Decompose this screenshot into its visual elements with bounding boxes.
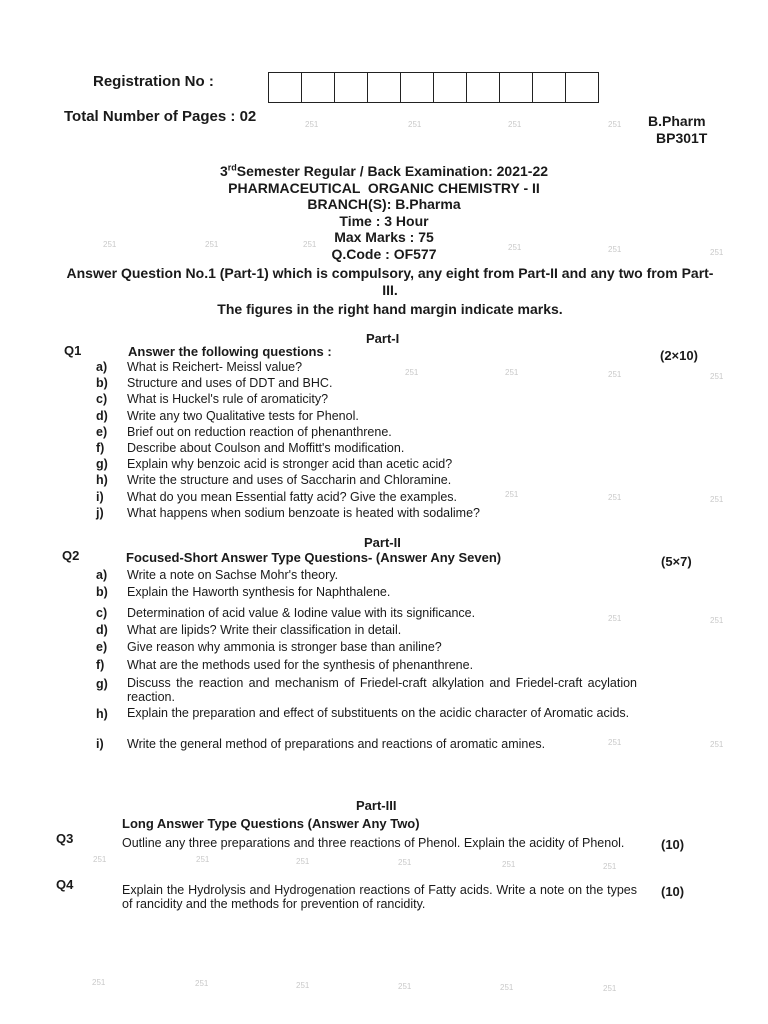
item-label: a) bbox=[96, 568, 108, 582]
watermark-stamp: 251 bbox=[408, 120, 422, 129]
item-text: Explain the Haworth synthesis for Naphthalene. bbox=[127, 585, 391, 599]
item-text: Give reason why ammonia is stronger base than aniline? bbox=[127, 640, 442, 654]
watermark-stamp: 251 bbox=[195, 979, 209, 988]
max-marks: Max Marks : 75 bbox=[334, 229, 434, 245]
item-label: h) bbox=[96, 707, 108, 721]
item-text: What happens when sodium benzoate is heated with sodalime? bbox=[127, 505, 480, 520]
item-text: Explain the preparation and effect of substituents on the acidic character of Aromatic acids. bbox=[127, 706, 630, 720]
item-label: a) bbox=[96, 360, 108, 374]
semester-text: Semester Regular / Back Examination: 2021-22 bbox=[236, 163, 549, 179]
registration-box bbox=[334, 72, 368, 103]
registration-box bbox=[565, 72, 599, 103]
item-label: e) bbox=[96, 640, 108, 654]
registration-box bbox=[268, 72, 302, 103]
total-pages: Total Number of Pages : 02 bbox=[64, 108, 257, 125]
watermark-stamp: 251 bbox=[103, 240, 117, 249]
item-label: i) bbox=[96, 489, 104, 504]
registration-box bbox=[301, 72, 335, 103]
q1-heading: Answer the following questions : bbox=[128, 344, 332, 359]
watermark-stamp: 251 bbox=[398, 982, 412, 991]
watermark-stamp: 251 bbox=[710, 372, 724, 381]
watermark-stamp: 251 bbox=[296, 981, 310, 990]
watermark-stamp: 251 bbox=[405, 368, 419, 377]
question-code: Q.Code : OF577 bbox=[331, 245, 437, 262]
item-label: d) bbox=[96, 623, 108, 637]
exam-time: Time : 3 Hour bbox=[339, 212, 429, 229]
item-text: What is Reichert- Meissl value? bbox=[127, 360, 303, 374]
item-label: h) bbox=[96, 473, 108, 488]
watermark-stamp: 251 bbox=[502, 860, 516, 869]
registration-label: Registration No : bbox=[93, 73, 214, 90]
q2-marks: (5×7) bbox=[661, 554, 692, 569]
watermark-stamp: 251 bbox=[608, 120, 622, 129]
item-text: What are the methods used for the synthesis of phenanthrene. bbox=[127, 658, 474, 672]
registration-box bbox=[532, 72, 566, 103]
item-label: b) bbox=[96, 585, 108, 599]
item-text: Structure and uses of DDT and BHC. bbox=[127, 376, 333, 391]
semester-number: 3 bbox=[219, 163, 228, 179]
item-label: c) bbox=[96, 392, 108, 407]
registration-box bbox=[433, 72, 467, 103]
item-text: Determination of acid value & Iodine value with its significance. bbox=[127, 606, 476, 620]
watermark-stamp: 251 bbox=[296, 857, 310, 866]
item-text: Explain why benzoic acid is stronger acid than acetic acid? bbox=[127, 457, 453, 472]
watermark-stamp: 251 bbox=[710, 616, 724, 625]
watermark-stamp: 251 bbox=[305, 120, 319, 129]
q3-text: Outline any three preparations and three reactions of Phenol. Explain the acidity of Phenol. bbox=[122, 836, 625, 850]
watermark-stamp: 251 bbox=[508, 243, 522, 252]
question-number-q4: Q4 bbox=[56, 877, 74, 892]
question-number-q1: Q1 bbox=[64, 343, 82, 358]
item-text: Discuss the reaction and mechanism of Friedel-craft alkylation and Friedel-craft acylation reaction. bbox=[127, 676, 637, 704]
item-label: c) bbox=[96, 606, 108, 620]
q3-marks: (10) bbox=[661, 837, 685, 852]
q1-marks: (2×10) bbox=[660, 348, 698, 363]
q2-heading: Focused-Short Answer Type Questions- (Answer Any Seven) bbox=[126, 550, 502, 565]
item-label: b) bbox=[96, 376, 108, 391]
watermark-stamp: 251 bbox=[603, 984, 617, 993]
watermark-stamp: 251 bbox=[205, 240, 219, 249]
watermark-stamp: 251 bbox=[505, 368, 519, 377]
item-label: d) bbox=[96, 408, 108, 423]
watermark-stamp: 251 bbox=[710, 248, 724, 257]
watermark-stamp: 251 bbox=[603, 862, 617, 871]
item-label: e) bbox=[96, 424, 108, 439]
item-text: Write the general method of preparations and reactions of aromatic amines. bbox=[127, 737, 546, 751]
watermark-stamp: 251 bbox=[710, 740, 724, 749]
q4-text: Explain the Hydrolysis and Hydrogenation reactions of Fatty acids. Write a note on the types of rancidity and the methods for prevention of rancidity. bbox=[122, 883, 637, 911]
watermark-stamp: 251 bbox=[508, 120, 522, 129]
item-label: f) bbox=[96, 658, 105, 672]
watermark-stamp: 251 bbox=[500, 983, 514, 992]
watermark-stamp: 251 bbox=[398, 858, 412, 867]
watermark-stamp: 251 bbox=[608, 614, 622, 623]
course-code: BP301T bbox=[656, 130, 708, 146]
watermark-stamp: 251 bbox=[505, 490, 519, 499]
item-label: g) bbox=[96, 677, 108, 691]
item-label: i) bbox=[96, 737, 104, 751]
registration-number-boxes bbox=[269, 72, 599, 103]
watermark-stamp: 251 bbox=[92, 978, 106, 987]
part-2-title: Part-II bbox=[364, 535, 401, 550]
exam-instructions bbox=[60, 265, 720, 318]
watermark-stamp: 251 bbox=[196, 855, 210, 864]
semester-suffix: rd bbox=[227, 162, 237, 173]
watermark-stamp: 251 bbox=[303, 240, 317, 249]
watermark-stamp: 251 bbox=[608, 245, 622, 254]
item-text: Write a note on Sachse Mohr's theory. bbox=[127, 568, 339, 582]
question-number-q3: Q3 bbox=[56, 831, 74, 846]
item-text: What do you mean Essential fatty acid? Give the examples. bbox=[127, 489, 458, 504]
watermark-stamp: 251 bbox=[93, 855, 107, 864]
registration-box bbox=[400, 72, 434, 103]
watermark-stamp: 251 bbox=[608, 738, 622, 747]
question-number-q2: Q2 bbox=[62, 548, 80, 563]
registration-box bbox=[367, 72, 401, 103]
item-text: What is Huckel's rule of aromaticity? bbox=[127, 392, 329, 407]
item-label: g) bbox=[96, 457, 108, 472]
subject-title: PHARMACEUTICAL ORGANIC CHEMISTRY - II bbox=[228, 179, 540, 196]
watermark-stamp: 251 bbox=[710, 495, 724, 504]
watermark-stamp: 251 bbox=[608, 370, 622, 379]
item-text: Write any two Qualitative tests for Phenol. bbox=[127, 408, 359, 423]
item-text: Describe about Coulson and Moffitt's modification. bbox=[127, 441, 405, 455]
part-1-title: Part-I bbox=[366, 331, 400, 346]
registration-box bbox=[499, 72, 533, 103]
semester-line bbox=[0, 163, 768, 180]
item-text: Brief out on reduction reaction of phenanthrene. bbox=[127, 424, 392, 439]
part-3-heading: Long Answer Type Questions (Answer Any Two) bbox=[122, 816, 420, 831]
q4-marks: (10) bbox=[661, 884, 685, 899]
part-3-title: Part-III bbox=[356, 798, 397, 813]
instruction-line: Answer Question No.1 (Part-1) which is compulsory, any eight from Part-II and any two from Part-III. bbox=[66, 265, 714, 298]
registration-box bbox=[466, 72, 500, 103]
instruction-marks-note: The figures in the right hand margin indicate marks. bbox=[217, 301, 563, 317]
item-text: What are lipids? Write their classification in detail. bbox=[127, 623, 402, 637]
watermark-stamp: 251 bbox=[608, 493, 622, 502]
course-name: B.Pharm bbox=[648, 113, 706, 129]
item-label: j) bbox=[96, 505, 104, 520]
branch: BRANCH(S): B.Pharma bbox=[307, 196, 461, 212]
item-text: Write the structure and uses of Saccharin and Chloramine. bbox=[127, 473, 452, 488]
item-label: f) bbox=[96, 441, 105, 455]
